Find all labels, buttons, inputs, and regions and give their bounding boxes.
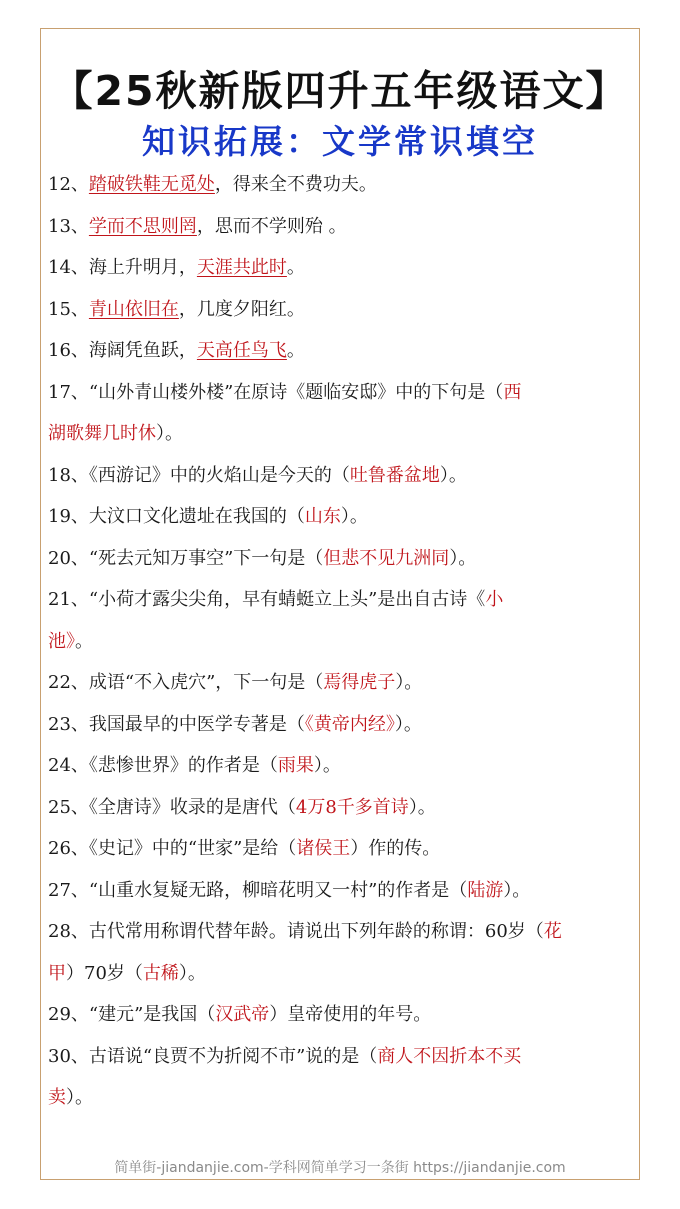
answer: 商人不因折本不买 (377, 1045, 522, 1067)
question-28: 28、古代常用称谓代替年龄。请说出下列年龄的称谓：60岁（花 (48, 921, 562, 942)
question-16: 16、海阔凭鱼跃，天高任鸟飞。 (48, 340, 305, 361)
question-17: 17、“山外青山楼外楼”在原诗《题临安邸》中的下句是（西 (48, 381, 522, 403)
answer: 花 (543, 921, 562, 942)
question-30: 30、古语说“良贾不为折阅不市”说的是（商人不因折本不买 (48, 1045, 522, 1067)
answer: 小 (485, 589, 504, 610)
question-17-cont: 湖歌舞几时休）。 (48, 423, 183, 444)
answer: 湖歌舞几时休 (48, 423, 156, 444)
question-21-cont: 池》。 (48, 630, 93, 652)
answer: 4万8千多首诗 (295, 796, 409, 818)
question-20: 20、“死去元知万事空”下一句是（但悲不见九洲同）。 (48, 547, 477, 569)
question-19: 19、大汶口文化遗址在我国的（山东）。 (48, 506, 368, 527)
question-13: 13、学而不思则罔，思而不学则殆 。 (48, 215, 347, 237)
question-list (48, 164, 638, 1119)
answer: 《黄帝内经》 (304, 713, 395, 735)
answer: 诸侯王 (296, 838, 351, 859)
answer: 天高任鸟飞 (196, 340, 287, 361)
question-25: 25、《全唐诗》收录的是唐代（4万8千多首诗）。 (48, 796, 436, 818)
answer: 天涯共此时 (196, 257, 287, 278)
question-24: 24、《悲惨世界》的作者是（雨果）。 (48, 755, 341, 776)
answer: 青山依旧在 (88, 298, 179, 320)
question-22: 22、成语“不入虎穴”，下一句是（焉得虎子）。 (48, 672, 423, 693)
answer: 焉得虎子 (323, 672, 396, 693)
footer-watermark: 简单街-jiandanjie.com-学科网简单学习一条街 https://jiandanjie.com (114, 1160, 566, 1176)
question-23: 23、我国最早的中医学专著是（《黄帝内经》）。 (48, 713, 422, 735)
question-29: 29、“建元”是我国（汉武帝）皇帝使用的年号。 (48, 1004, 432, 1025)
answer: 陆游 (467, 879, 504, 901)
page-title: 【25秋新版四升五年级语文】 (51, 67, 629, 115)
answer: 学而不思则罔 (88, 215, 197, 237)
question-15: 15、青山依旧在，几度夕阳红。 (48, 298, 305, 320)
question-26: 26、《史记》中的“世家”是给（诸侯王）作的传。 (48, 838, 441, 859)
answer: 古稀 (142, 962, 179, 984)
answer: 卖 (48, 1087, 66, 1108)
answer: 汉武帝 (215, 1004, 270, 1025)
answer: 山东 (304, 506, 341, 527)
page-subtitle: 知识拓展：文学常识填空 (142, 122, 538, 161)
question-28-cont: 甲）70岁（古稀）。 (48, 962, 206, 984)
answer: 甲 (48, 962, 66, 984)
question-14: 14、海上升明月，天涯共此时。 (48, 257, 305, 278)
answer: 吐鲁番盆地 (349, 464, 440, 486)
answer: 但悲不见九洲同 (323, 547, 450, 569)
question-30-cont: 卖）。 (48, 1087, 93, 1108)
question-21: 21、“小荷才露尖尖角，早有蜻蜓立上头”是出自古诗《小 (48, 589, 504, 610)
question-12: 12、踏破铁鞋无觅处，得来全不费功夫。 (48, 174, 377, 195)
answer: 雨果 (277, 755, 314, 776)
question-18: 18、《西游记》中的火焰山是今天的（吐鲁番盆地）。 (48, 464, 467, 486)
question-27: 27、“山重水复疑无路，柳暗花明又一村”的作者是（陆游）。 (48, 879, 531, 901)
answer: 西 (503, 381, 522, 403)
answer: 池》 (48, 630, 75, 652)
answer: 踏破铁鞋无觅处 (88, 174, 215, 195)
